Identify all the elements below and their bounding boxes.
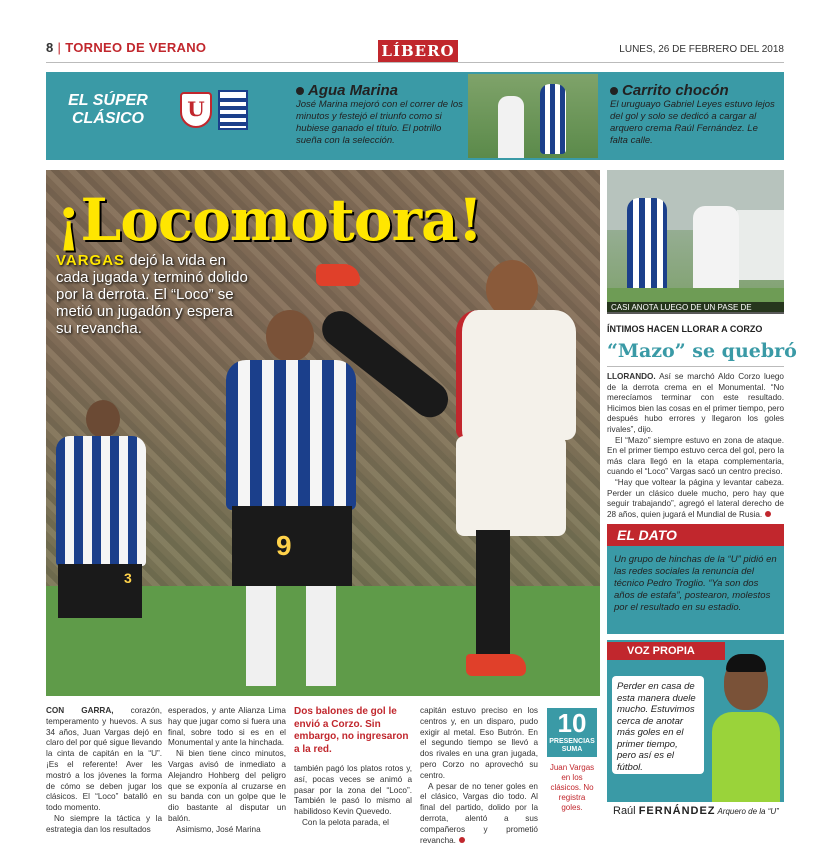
voz-propia-title: VOZ PROPIA [607,642,725,660]
article-column: capitán estuvo preciso en los centros y, en un disparo, pudo exigir al metal. Eso Butrón. En el segundo tiempo se llevó a dos rivales en una gran jugada, pero Corzo no aprovechó su centro. A pesar de no tener goles en el clásico, Vargas dio todo. Al final del partido, dolido por la derrota, alentó a sus compañeros y prometió revancha. [420,706,538,845]
page-header-left [46,40,206,55]
header-separator: | [57,40,62,55]
dato-title: EL DATO [607,524,784,546]
side-body-text: Así se marchó Aldo Corzo luego de la derrota crema en el Monumental. “No merecíamos terminar con este resultado. Hicimos bien las cosas en el primer tiempo, pero después hubo errores y llegaron los goles rivales”, dijo. [607,372,784,434]
band-title: EL SÚPER CLÁSICO [68,92,148,127]
alianza-lima-crest-icon [218,90,248,130]
side-body-text: El “Mazo” siempre estuvo en zona de ataque. En el primer tiempo estuvo cerca del gol, pero la más clara llegó en la etapa complementaria, cuando el “Loco” Vargas sacó un centro preciso. [607,435,784,477]
side-kicker: ÍNTIMOS HACEN LLORAR A CORZO [607,324,763,334]
end-mark-icon [765,511,771,517]
player-figure [498,96,524,158]
boot-icon [466,654,526,676]
header-divider [46,62,784,63]
goalkeeper-portrait [712,652,780,802]
side-article [607,372,784,520]
end-mark-icon [459,837,465,843]
bullet-icon [296,87,304,95]
stat-label: PRESENCIAS SUMA [547,738,597,757]
pull-quote: Dos balones de gol le envió a Corzo. Sin embargo, no ingresaron a la red. [294,706,409,755]
note-text: José Marina mejoró con el correr de los minutos y festejó el triunfo como si hubiese ganado el título. El potrillo sueña con la selección. [296,99,463,146]
issue-date: LUNES, 26 DE FEBRERO DEL 2018 [619,44,784,55]
side-photo [607,170,784,312]
universitario-crest-icon: U [180,92,212,128]
side-divider [607,366,784,367]
section-name: TORNEO DE VERANO [65,40,207,55]
side-body-lead: LLORANDO. [607,372,656,381]
lead-name: VARGAS [56,252,126,269]
note-carrito-chocon [610,82,778,147]
boot-icon [316,264,360,286]
voz-role: Arquero de la “U” [715,807,779,816]
stat-number: 10 [547,708,597,738]
player-figure [627,198,667,298]
newspaper-logo: LÍBERO [378,40,458,62]
page-number: 8 [46,40,54,55]
article-column: CON GARRA, corazón, temperamento y huevos. A sus 34 años, Juan Vargas dejó en claro del por qué sigue llevando la cinta de capitán en la “U”. ¡Es el referente! Aver les mostró a los jóvenes la forma de cómo se deben jugar los clásicos. El “Loco” batalló en todo momento. No siempre la táctica y la estrategia dan los resultados [46,706,162,834]
player-alianza-background [46,400,146,640]
jersey-number: 3 [124,570,132,586]
voz-surname: FERNÁNDEZ [638,805,716,817]
note-title: Carrito chocón [622,82,729,99]
jersey-number: 9 [276,530,292,561]
player-universitario-vargas [346,250,586,680]
article-column: Dos balones de gol le envió a Corzo. Sin embargo, no ingresaron a la red. también pagó los platos rotos y, así, pocas veces se animó a pasar por la zona del “Loco”. También le pasó lo mismo al habilidoso Kevin Quevedo. Con la pelota parada, el [294,706,412,827]
lead-text: dejó la vida en cada jugada y terminó dolido por la derrota. El “Loco” se metió un jugadón y espera su revancha. [56,252,248,337]
photo-caption: CASI ANOTA LUEGO DE UN PASE DE VARGAS. [607,302,784,314]
dato-text: Un grupo de hinchas de la “U” pidió en las redes sociales la renuncia del técnico Pedro Troglio. “Ya son dos años de estafa”, postearon, molestos por el resultado en su estadio. [614,554,777,613]
side-title: “Mazo” se quebró [607,340,797,362]
voz-name: Raúl FERNÁNDEZ Arquero de la “U” [607,802,784,820]
player-figure [540,84,566,154]
stat-text: Juan Vargas en los clásicos. No registra goles. [549,763,595,812]
lead-paragraph [56,252,252,337]
bullet-icon [610,87,618,95]
player-figure [693,206,739,296]
article-lead: CON GARRA, [46,706,114,715]
side-body-text: “Hay que voltear la página y levantar cabeza. Perder un clásico duele mucho, pero hay que seguir trabajando”, agregó el lateral derecho de 28 años, quien jugará el Mundial de Rusia. [607,477,784,519]
stat-box [547,708,597,813]
note-title: Agua Marina [308,82,399,99]
note-agua-marina [296,82,466,147]
band-photo [468,74,598,158]
voz-quote: Perder en casa de esta manera duele mucho. Estuvimos cerca de anotar más goles en el primer tiempo, pero así es el fútbol. [612,676,704,774]
note-text: El uruguayo Gabriel Leyes estuvo lejos del gol y solo se dedicó a cargar al arquero crema Raúl Fernández. Le falta calle. [610,99,775,146]
article-column: esperados, y ante Alianza Lima hay que jugar como si fuera una final, sobre todo si es en el Monumental y ante la hinchada. Ni bien tiene cinco minutos, Vargas avisó de inmediato a Alejandro Hohberg del peligro que se exponía al cruzarse en su banda con un golpe que le dio bastante al disputar un balón. Asimismo, José Marina [168,706,286,834]
headline: ¡Locomotora! [56,186,483,254]
